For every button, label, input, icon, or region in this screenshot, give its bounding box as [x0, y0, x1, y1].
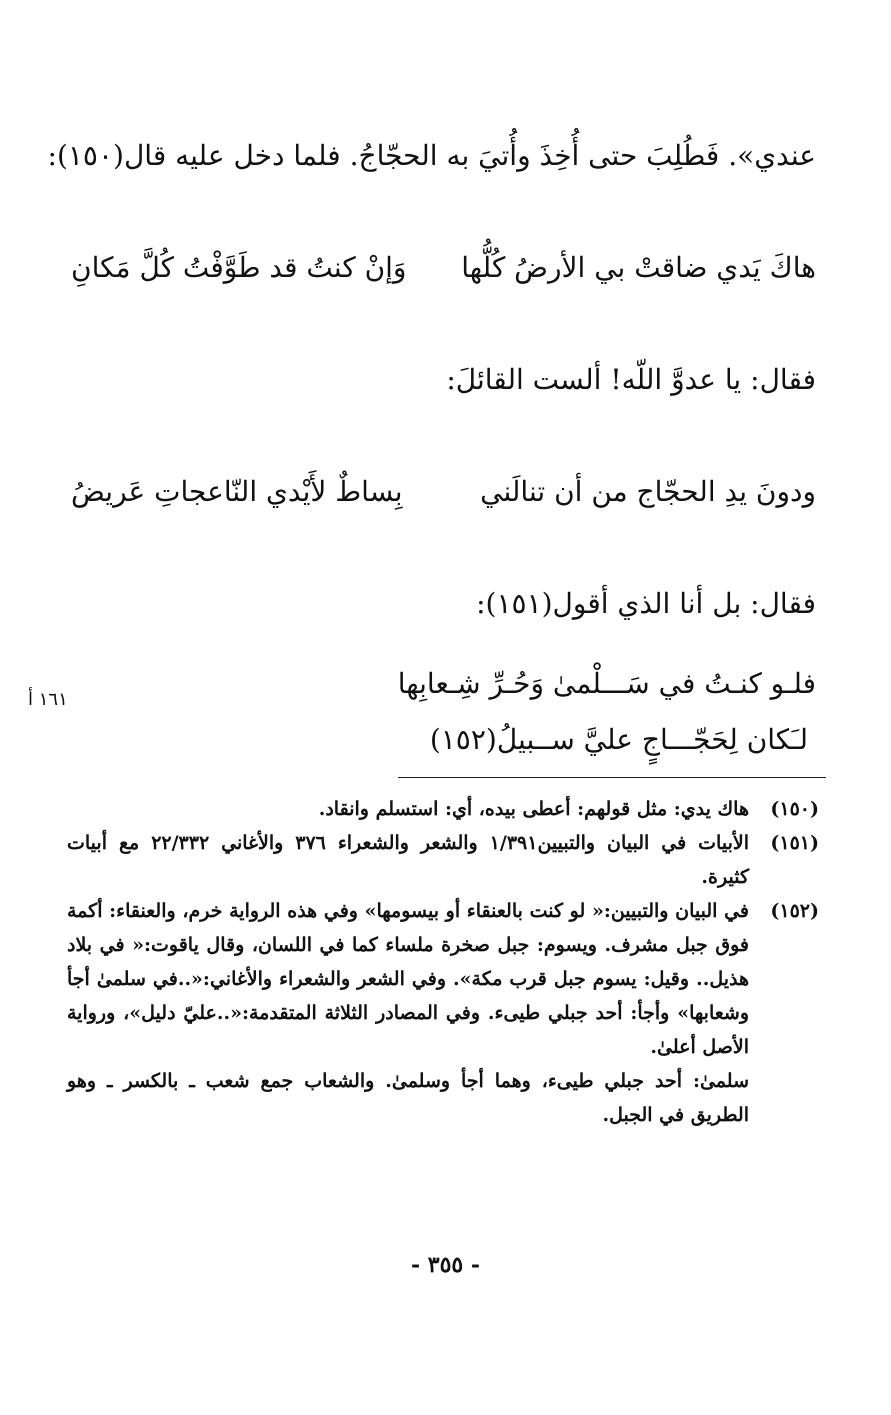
- footnote-number: (١٥١): [770, 832, 819, 854]
- footnote-number: (١٥٢): [770, 900, 819, 922]
- verse-1: [71, 248, 816, 288]
- footnote-text: [67, 792, 749, 826]
- manuscript-folio-note: ١٦١ أ: [28, 689, 68, 710]
- verse-2: [71, 472, 816, 512]
- footnote-text: [67, 894, 749, 1132]
- footnote-separator: [398, 777, 826, 778]
- footnote-paragraph: في البيان والتبيين:« لو كنت بالعنقاء أو بيسومها» وفي هذه الرواية خرم، والعنقاء: أكمة فوق جبل مشرف. ويسوم: جبل صخرة ملساء كما في اللسان، وقال ياقوت:« في بلاد هذيل.. وقيل: يسوم جبل قرب مكة». وفي الشعر والشعراء والأغاني:«..في سلمىٰ أجأ وشعابها» وأجأ: أحد جبلي طيىء. وفي المصادر الثلاثة المتقدمة:«..عليّ دليل»، ورواية الأصل أعلىٰ.: [67, 900, 750, 1058]
- footnote-paragraph: الأبيات في البيان والتبيين١/٣٩١ والشعر والشعراء ٣٧٦ والأغاني ٢٢/٣٣٢ مع أبيات كثيرة.: [67, 832, 749, 888]
- verse-1-hemistich-2: وَإنْ كنتُ قد طَوَّفْتُ كُلَّ مَكانِ: [71, 251, 407, 284]
- footnotes: [67, 792, 819, 1132]
- footnote-number: (١٥٠): [770, 798, 819, 820]
- text-line-3: فقال: بل أنا الذي أقول(١٥١):: [476, 587, 816, 620]
- footnote-paragraph: هاك يدي: مثل قولهم: أعطى بيده، أي: استسلم وانقاد.: [318, 798, 749, 820]
- text-line-2: فقال: يا عدوَّ اللّه! ألست القائلَ:: [446, 363, 816, 396]
- footnote-text: [67, 826, 749, 894]
- verse-3-line-1: فلـو كنـتُ في سَـــلْمىٰ وَحُـرِّ شِـعابِها: [397, 667, 816, 700]
- footnote-152: [67, 894, 819, 1132]
- text-line-1: عندي». فَطُلِبَ حتى أُخِذَ وأُتيَ به الحجّاجُ. فلما دخل عليه قال(١٥٠):: [47, 139, 816, 172]
- verse-1-hemistich-1: هاكَ يَدي ضاقتْ بي الأرضُ كُلُّها: [461, 251, 816, 284]
- footnote-150: [67, 792, 819, 826]
- footnote-151: [67, 826, 819, 894]
- verse-3-line-2: لـَكان لِحَجّـــاجٍ عليَّ ســبيلُ(١٥٢): [429, 723, 808, 756]
- page-number: - ٣٥٥ -: [410, 1252, 481, 1278]
- verse-2-hemistich-2: بِساطٌ لأَيْدي النّاعجاتِ عَريضُ: [71, 475, 403, 508]
- verse-2-hemistich-1: ودونَ يدِ الحجّاج من أن تنالَني: [480, 475, 816, 508]
- footnote-paragraph: سلمىٰ: أحد جبلي طيىء، وهما أجأ وسلمىٰ. والشعاب جمع شعب ـ بالكسر ـ وهو الطريق في الجبل.: [67, 1070, 749, 1126]
